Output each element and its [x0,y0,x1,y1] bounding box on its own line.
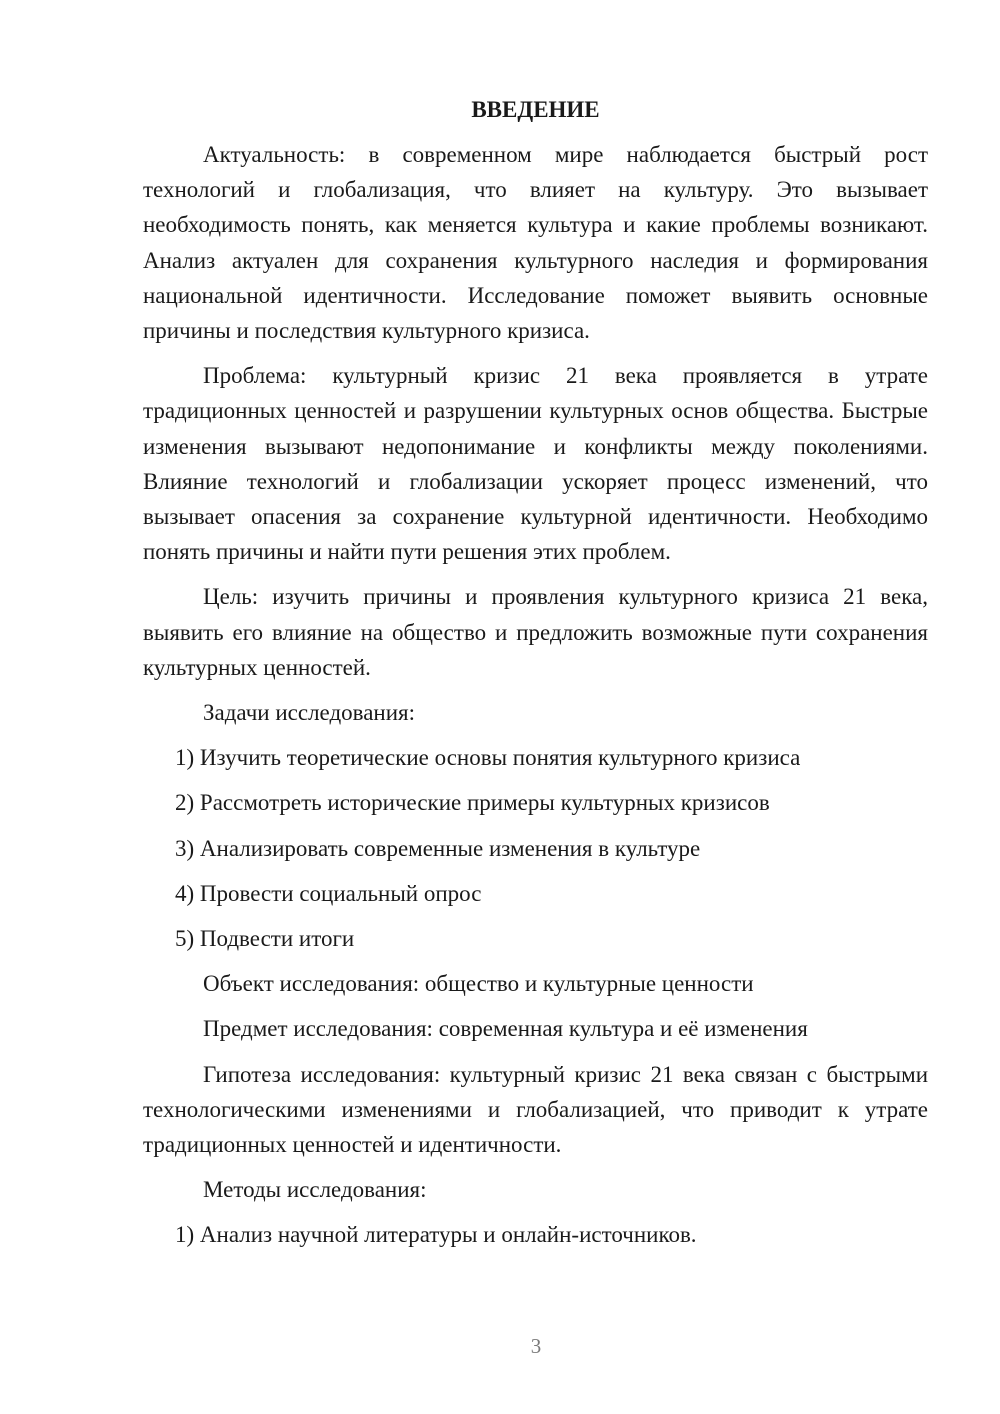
problem-paragraph: Проблема: культурный кризис 21 века проявляется в утрате традиционных ценностей и разрушении культурных основ общества. Быстрые изменения вызывают недопонимание и конфликты между поколениями. Влияние технологий и глобализации ускоряет процесс изменений, что вызывает опасения за сохранение культурной идентичности. Необходимо понять причины и найти пути решения этих проблем. [143,363,928,565]
list-item: 1) Изучить теоретические основы понятия культурного кризиса [175,745,801,771]
list-item: 1) Анализ научной литературы и онлайн-источников. [175,1222,697,1248]
list-item: 2) Рассмотреть исторические примеры культурных кризисов [175,790,770,816]
research-subject: Предмет исследования: современная культура и её изменения [203,1016,808,1042]
list-item: 4) Провести социальный опрос [175,880,482,906]
list-item: 3) Анализировать современные изменения в культуре [175,835,701,861]
research-object: Объект исследования: общество и культурные ценности [203,971,754,997]
section-title: ВВЕДЕНИЕ [471,97,600,122]
hypothesis-paragraph: Гипотеза исследования: культурный кризис 21 века связан с быстрыми технологическими изменениями и глобализацией, что приводит к утрате традиционных ценностей и идентичности. [143,1061,928,1158]
list-item: 5) Подвести итоги [175,926,355,952]
page-content [143,92,928,1263]
methods-heading: Методы исследования: [203,1177,427,1203]
goal-paragraph: Цель: изучить причины и проявления культурного кризиса 21 века, выявить его влияние на общество и предложить возможные пути сохранения культурных ценностей. [143,584,928,680]
tasks-list [143,740,928,956]
page-number: 3 [530,1334,542,1358]
tasks-heading: Задачи исследования: [203,700,416,726]
methods-list [143,1217,928,1252]
actuality-paragraph: Актуальность: в современном мире наблюдается быстрый рост технологий и глобализация, что влияет на культуру. Это вызывает необходимость понять, как меняется культура и какие проблемы возникают. Анализ актуален для сохранения культурного наследия и формирования национальной идентичности. Исследование поможет выявить основные причины и последствия культурного кризиса. [143,142,928,344]
